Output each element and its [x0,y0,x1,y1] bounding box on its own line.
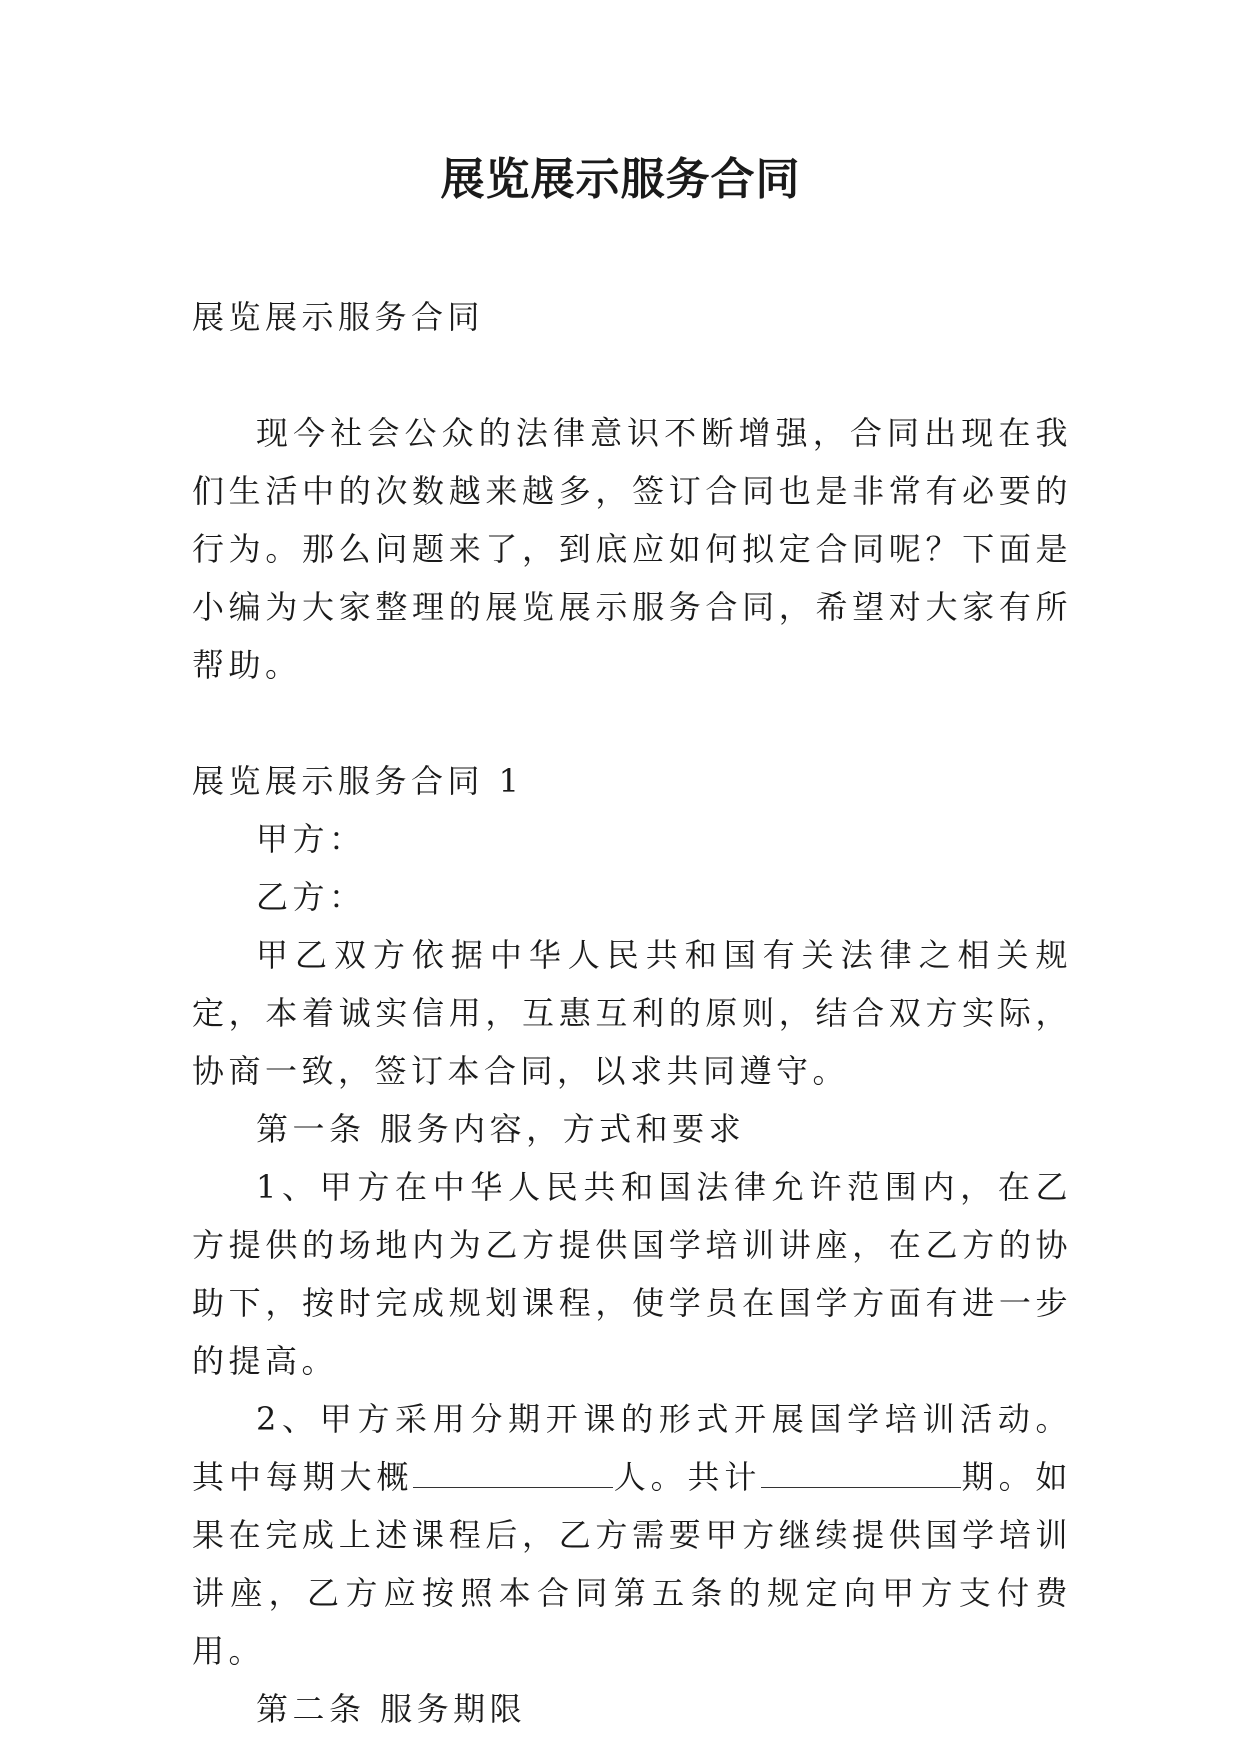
clause-2-text-part-1: 2、甲方采用分期开课的形式开展国学培训活动。其中每期大概 [192,1400,1072,1496]
blank-field-people-per-session [413,1459,613,1488]
clause-1-paragraph: 1、甲方在中华人民共和国法律允许范围内，在乙方提供的场地内为乙方提供国学培训讲座，在乙方的协助下，按时完成规划课程，使学员在国学方面有进一步的提高。 [192,1168,1072,1380]
clause-2-text-part-3: 期。如果在完成上述课程后，乙方需要甲方继续提供国学培训讲座，乙方应按照本合同第五条的规定向甲方支付费用。 [192,1458,1072,1670]
party-b-line: 乙方： [256,878,366,916]
article-1-heading: 第一条 服务内容，方式和要求 [256,1110,746,1148]
intro-paragraph: 现今社会公众的法律意识不断增强，合同出现在我们生活中的次数越来越多，签订合同也是非常有必要的行为。那么问题来了，到底应如何拟定合同呢？下面是小编为大家整理的展览展示服务合同，希望对大家有所帮助。 [192,414,1072,684]
clause-2-text-part-2: 人。共计 [613,1458,762,1496]
document-title: 展览展示服务合同 [440,154,801,205]
preamble-paragraph: 甲乙双方依据中华人民共和国有关法律之相关规定，本着诚实信用，互惠互利的原则，结合双方实际，协商一致，签订本合同，以求共同遵守。 [192,936,1072,1090]
blank-field-session-count [761,1459,961,1488]
section-heading: 展览展示服务合同 1 [192,762,524,800]
document-subtitle: 展览展示服务合同 [192,298,485,336]
article-2-heading: 第二条 服务期限 [256,1690,527,1728]
party-a-line: 甲方： [256,820,366,858]
clause-2-paragraph [192,1390,1072,1680]
document-body [192,288,1072,1738]
